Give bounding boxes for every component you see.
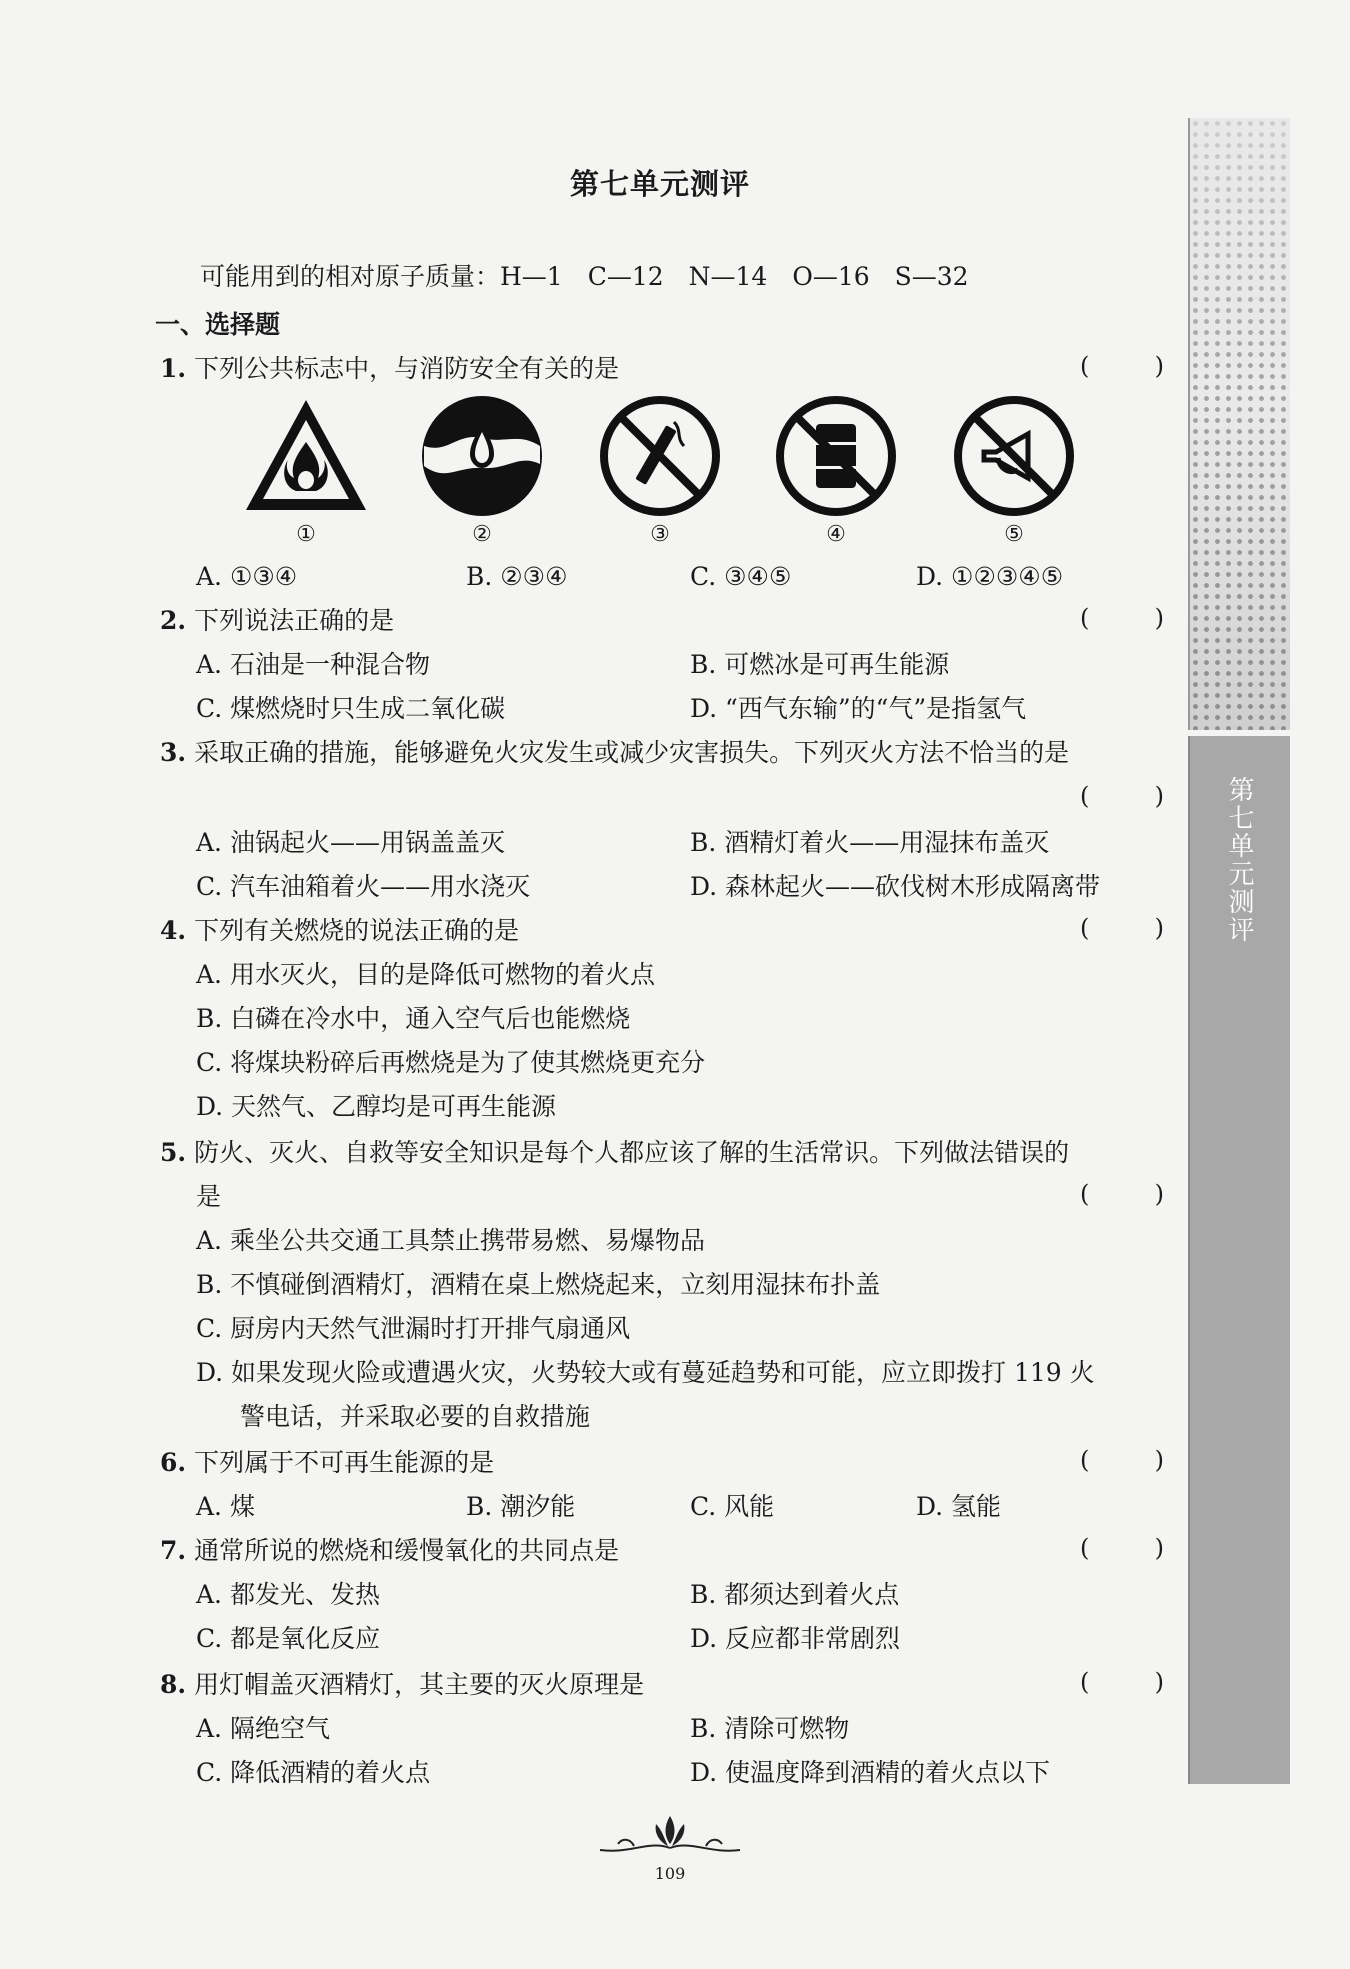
question-number: 6. — [160, 1448, 187, 1477]
question-number: 5. — [160, 1138, 187, 1167]
sign-number: ① — [296, 522, 316, 547]
question-3 — [160, 736, 1069, 770]
question-number: 7. — [160, 1536, 187, 1565]
question-text-continued: 是 — [196, 1182, 222, 1211]
answer-blank: ( ) — [1080, 1534, 1164, 1562]
option-c: C. 风能 — [690, 1492, 775, 1521]
question-text: 下列属于不可再生能源的是 — [194, 1448, 495, 1477]
question-text: 下列说法正确的是 — [194, 606, 395, 635]
section-heading: 一、选择题 — [155, 310, 281, 339]
option-d: D. 反应都非常剧烈 — [690, 1624, 901, 1653]
question-text: 下列公共标志中，与消防安全有关的是 — [194, 354, 620, 383]
question-number: 4. — [160, 916, 187, 945]
atomic-masses-note: 可能用到的相对原子质量：H—1 C—12 N—14 O—16 S—32 — [200, 262, 969, 291]
question-number: 8. — [160, 1670, 187, 1699]
option-d: D. 如果发现火险或遭遇火灾，火势较大或有蔓延趋势和可能，应立即拨打 119 火 — [196, 1358, 1095, 1387]
question-7 — [160, 1534, 619, 1568]
sign-number: ⑤ — [1004, 522, 1024, 547]
option-a: A. 都发光、发热 — [196, 1580, 380, 1609]
floral-ornament-icon — [590, 1810, 750, 1866]
option-c: C. 厨房内天然气泄漏时打开排气扇通风 — [196, 1314, 631, 1343]
answer-blank: ( ) — [1080, 1668, 1164, 1696]
sidebar-pattern — [1188, 118, 1290, 730]
question-number: 2. — [160, 606, 187, 635]
option-b: B. 潮汐能 — [466, 1492, 576, 1521]
answer-blank: ( ) — [1080, 1180, 1164, 1208]
page-number: 109 — [654, 1864, 686, 1883]
sign-number: ③ — [650, 522, 670, 547]
option-d: D. “西气东输”的“气”是指氢气 — [690, 694, 1027, 723]
question-6 — [160, 1446, 494, 1480]
option-a: A. 石油是一种混合物 — [196, 650, 430, 679]
answer-blank: ( ) — [1080, 1446, 1164, 1474]
option-a: A. ①③④ — [196, 562, 298, 591]
question-1 — [160, 352, 619, 386]
option-d: D. 森林起火——砍伐树木形成隔离带 — [690, 872, 1101, 901]
option-d: D. 氢能 — [916, 1492, 1002, 1521]
option-a: A. 煤 — [196, 1492, 255, 1521]
option-a: A. 用水灭火，目的是降低可燃物的着火点 — [196, 960, 655, 989]
answer-blank: ( ) — [1080, 604, 1164, 632]
answer-blank: ( ) — [1080, 914, 1164, 942]
question-text: 通常所说的燃烧和缓慢氧化的共同点是 — [194, 1536, 620, 1565]
question-number: 1. — [160, 354, 187, 383]
option-c: C. 汽车油箱着火——用水浇灭 — [196, 872, 531, 901]
sign-number: ④ — [826, 522, 846, 547]
option-a: A. 乘坐公共交通工具禁止携带易燃、易爆物品 — [196, 1226, 705, 1255]
option-d-continued: 警电话，并采取必要的自救措施 — [240, 1402, 591, 1431]
answer-blank: ( ) — [1080, 782, 1164, 810]
option-c: C. 煤燃烧时只生成二氧化碳 — [196, 694, 506, 723]
question-2 — [160, 604, 394, 638]
no-horn-icon — [950, 394, 1078, 518]
question-text: 采取正确的措施，能够避免火灾发生或减少灾害损失。下列灭火方法不恰当的是 — [194, 738, 1070, 767]
option-a: A. 油锅起火——用锅盖盖灭 — [196, 828, 505, 857]
answer-blank: ( ) — [1080, 352, 1164, 380]
option-c: C. 降低酒精的着火点 — [196, 1758, 431, 1787]
option-d: D. 使温度降到酒精的着火点以下 — [690, 1758, 1051, 1787]
option-d: D. ①②③④⑤ — [916, 562, 1064, 591]
option-b: B. 不慎碰倒酒精灯，酒精在桌上燃烧起来，立刻用湿抹布扑盖 — [196, 1270, 881, 1299]
option-b: B. 白磷在冷水中，通入空气后也能燃烧 — [196, 1004, 631, 1033]
no-oil-drum-icon — [772, 394, 900, 518]
question-text: 下列有关燃烧的说法正确的是 — [194, 916, 520, 945]
question-text: 防火、灭火、自救等安全知识是每个人都应该了解的生活常识。下列做法错误的 — [194, 1138, 1070, 1167]
option-b: B. 都须达到着火点 — [690, 1580, 900, 1609]
option-d: D. 天然气、乙醇均是可再生能源 — [196, 1092, 557, 1121]
option-c: C. ③④⑤ — [690, 562, 792, 591]
option-b: B. ②③④ — [466, 562, 568, 591]
question-8 — [160, 1668, 644, 1702]
question-5 — [160, 1136, 1069, 1170]
question-4 — [160, 914, 519, 948]
option-c: C. 都是氧化反应 — [196, 1624, 381, 1653]
option-a: A. 隔绝空气 — [196, 1714, 330, 1743]
page-title: 第七单元测评 — [569, 167, 750, 201]
option-b: B. 可燃冰是可再生能源 — [690, 650, 950, 679]
option-c: C. 将煤块粉碎后再燃烧是为了使其燃烧更充分 — [196, 1048, 706, 1077]
sign-number: ② — [472, 522, 492, 547]
option-b: B. 酒精灯着火——用湿抹布盖灭 — [690, 828, 1050, 857]
sidebar-label: 第七单元测评 — [1224, 776, 1254, 944]
question-number: 3. — [160, 738, 187, 767]
flammable-warning-icon — [242, 394, 370, 518]
water-conservation-icon — [418, 394, 546, 518]
no-smoking-icon — [596, 394, 724, 518]
question-text: 用灯帽盖灭酒精灯，其主要的灭火原理是 — [194, 1670, 645, 1699]
option-b: B. 清除可燃物 — [690, 1714, 850, 1743]
